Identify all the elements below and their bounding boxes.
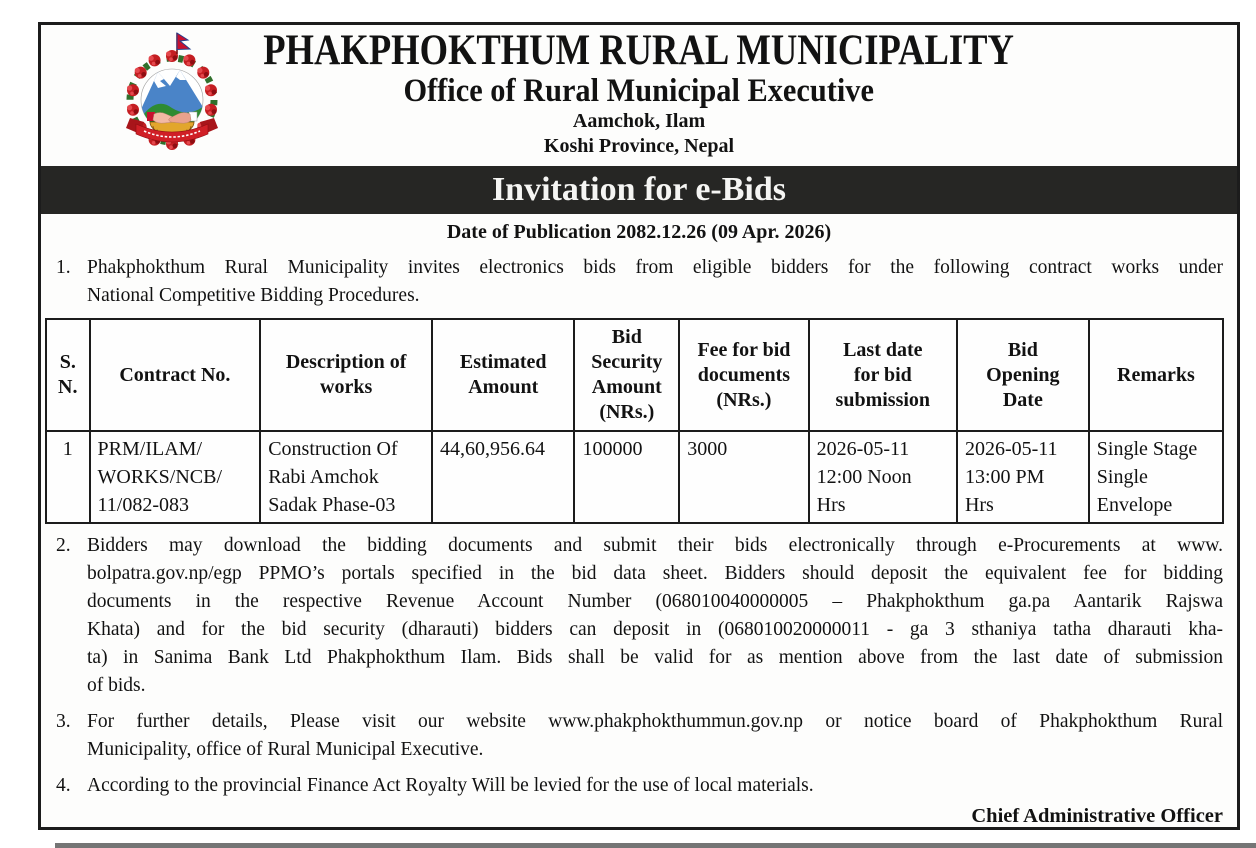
notice-number: 2. bbox=[56, 535, 71, 556]
notice-text: According to the provincial Finance Act Royalty Will be levied for the use of local materials. bbox=[87, 775, 814, 796]
municipality-name: PHAKPHOKTHUM RURAL MUNICIPALITY bbox=[263, 27, 1015, 74]
col-contract-no: Contract No. bbox=[90, 319, 261, 431]
col-opening-date: Bid Opening Date bbox=[957, 319, 1089, 431]
col-estimated-amount: Estimated Amount bbox=[432, 319, 574, 431]
notice-item-2 bbox=[41, 532, 1237, 700]
cell-sn: 1 bbox=[46, 431, 90, 523]
invitation-banner bbox=[41, 166, 1237, 214]
bids-table bbox=[45, 318, 1224, 524]
scan-artifact-strip bbox=[55, 843, 1256, 848]
cell-estimated-amount: 44,60,956.64 bbox=[432, 431, 574, 523]
table-row bbox=[46, 431, 1223, 523]
cell-opening-date: 2026-05-11 13:00 PM Hrs bbox=[957, 431, 1089, 523]
notice-number: 3. bbox=[56, 711, 71, 732]
letterhead bbox=[41, 25, 1237, 159]
notice-number: 4. bbox=[56, 775, 71, 796]
nepal-flag-icon bbox=[177, 33, 190, 54]
table-header-row bbox=[46, 319, 1223, 431]
cell-fee: 3000 bbox=[679, 431, 808, 523]
notice-number: 1. bbox=[56, 257, 71, 278]
col-sn: S. N. bbox=[46, 319, 90, 431]
notice-document bbox=[38, 22, 1240, 830]
publication-date: Date of Publication 2082.12.26 (09 Apr. 2026) bbox=[446, 221, 832, 243]
notice-item-4 bbox=[41, 772, 1237, 800]
municipality-logo bbox=[120, 30, 224, 158]
cell-contract-no: PRM/ILAM/ WORKS/NCB/ 11/082-083 bbox=[90, 431, 261, 523]
cell-last-date: 2026-05-11 12:00 Noon Hrs bbox=[809, 431, 957, 523]
banner-title: Invitation for e-Bids bbox=[491, 171, 787, 208]
office-name: Office of Rural Municipal Executive bbox=[403, 73, 875, 109]
signatory-title: Chief Administrative Officer bbox=[971, 805, 1223, 827]
col-last-date: Last date for bid submission bbox=[809, 319, 957, 431]
col-bid-security: Bid Security Amount (NRs.) bbox=[574, 319, 679, 431]
col-fee: Fee for bid documents (NRs.) bbox=[679, 319, 808, 431]
address-line: Aamchok, Ilam bbox=[572, 110, 706, 132]
notice-item-3 bbox=[41, 708, 1237, 764]
col-remarks: Remarks bbox=[1089, 319, 1223, 431]
col-description: Description of works bbox=[260, 319, 432, 431]
nepal-municipal-emblem bbox=[120, 30, 224, 158]
cell-remarks: Single Stage Single Envelope bbox=[1089, 431, 1223, 523]
cell-description: Construction Of Rabi Amchok Sadak Phase-03 bbox=[260, 431, 432, 523]
province-line: Koshi Province, Nepal bbox=[543, 135, 735, 157]
notice-text: Phakphokthum Rural Municipality invites electronics bids from eligible bidders for the following contract works under National Competitive Bidding Procedures. bbox=[87, 257, 1223, 306]
cell-bid-security: 100000 bbox=[574, 431, 679, 523]
notice-text: Bidders may download the bidding documents and submit their bids electronically through e-Procurements at www. bolpatra.gov.np/egp PPMO’s portals specified in the bid data sheet. Bidders should deposit the equivalent fee for bidding documents in the respective Revenue Account Number (068010040000005 – Phakphokthum ga.pa Aantarik Rajswa Khata) and for the bid security (dharauti) bidders can deposit in (068010020000011 - ga 3 sthaniya tatha dharauti kha- ta) in Sanima Bank Ltd Phakphokthum Ilam. Bids shall be valid for as mention above from the last date of submission of bids. bbox=[87, 535, 1223, 696]
notice-text: For further details, Please visit our website www.phakphokthummun.gov.np or notice board of Phakphokthum Rural Municipality, office of Rural Municipal Executive. bbox=[87, 711, 1223, 760]
notice-item-1 bbox=[41, 254, 1237, 310]
